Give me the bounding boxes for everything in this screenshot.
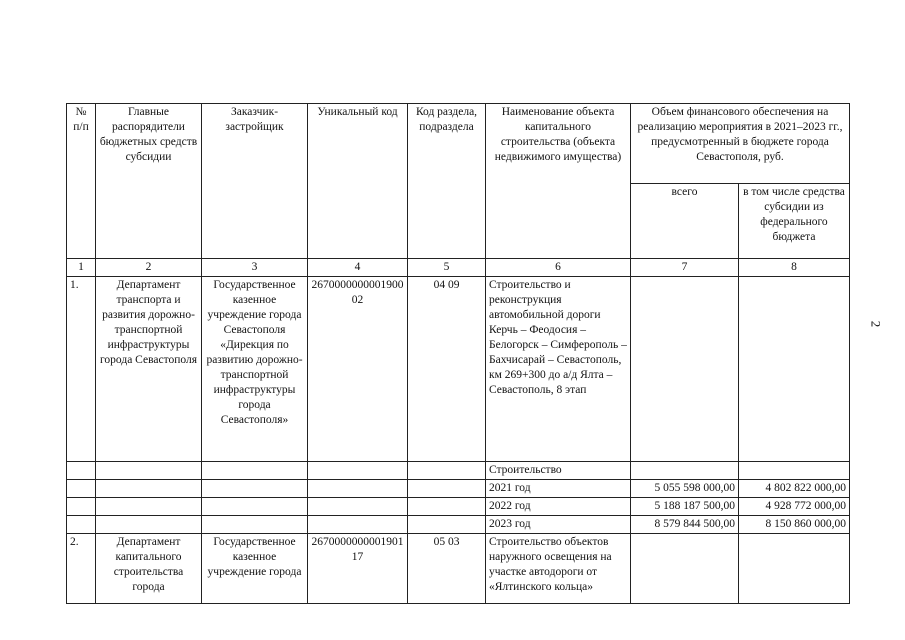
header-funding: Объем финансового обеспечения на реализацию мероприятия в 2021–2023 гг., предусмотренный в бюджете города Севастополя, руб. — [631, 104, 850, 184]
year-total: 5 055 598 000,00 — [631, 480, 739, 498]
header-unique-code: Уникальный код — [308, 104, 408, 259]
row-customer: Государственное казенное учреждение города Севастополя «Дирекция по развитию дорожно-транспортной инфраструктуры города Севастополя» — [202, 277, 308, 462]
row-federal-empty — [739, 277, 850, 462]
header-customer: Заказчик-застройщик — [202, 104, 308, 259]
row-unique-code: 267000000000190002 — [308, 277, 408, 462]
row-section-code: 04 09 — [408, 277, 486, 462]
header-section-code: Код раздела, подраздела — [408, 104, 486, 259]
table-row — [67, 462, 850, 480]
year-label: 2022 год — [486, 498, 631, 516]
column-number: 3 — [202, 259, 308, 277]
table-row — [67, 498, 850, 516]
year-total: 5 188 187 500,00 — [631, 498, 739, 516]
column-number: 2 — [96, 259, 202, 277]
column-number: 5 — [408, 259, 486, 277]
page-number: 2 — [868, 320, 884, 328]
column-numbers-row — [67, 259, 850, 277]
header-object-name: Наименование объекта капитального строительства (объекта недвижимого имущества) — [486, 104, 631, 259]
row-unique-code: 267000000000190117 — [308, 534, 408, 604]
table-row — [67, 516, 850, 534]
budget-table — [66, 103, 850, 604]
row-distributor: Департамент транспорта и развития дорожно-транспортной инфраструктуры города Севастополя — [96, 277, 202, 462]
row-distributor: Департамент капитального строительства города — [96, 534, 202, 604]
header-federal: в том числе средства субсидии из федерального бюджета — [739, 184, 850, 259]
row-subheader: Строительство — [486, 462, 631, 480]
header-distributors: Главные распорядители бюджетных средств субсидии — [96, 104, 202, 259]
year-federal: 4 802 822 000,00 — [739, 480, 850, 498]
column-number: 7 — [631, 259, 739, 277]
row-object-name: Строительство объектов наружного освещения на участке автодороги от «Ялтинского кольца» — [486, 534, 631, 604]
column-number: 6 — [486, 259, 631, 277]
year-total: 8 579 844 500,00 — [631, 516, 739, 534]
row-customer: Государственное казенное учреждение города — [202, 534, 308, 604]
row-object-name: Строительство и реконструкция автомобильной дороги Керчь – Феодосия – Белогорск – Симферополь – Бахчисарай – Севастополь, км 269+300 до а/д Ялта – Севастополь, 8 этап — [486, 277, 631, 462]
table-row — [67, 277, 850, 462]
row-section-code: 05 03 — [408, 534, 486, 604]
column-number: 1 — [67, 259, 96, 277]
header-no: № п/п — [67, 104, 96, 259]
row-total-empty — [631, 277, 739, 462]
year-federal: 8 150 860 000,00 — [739, 516, 850, 534]
header-total: всего — [631, 184, 739, 259]
column-number: 4 — [308, 259, 408, 277]
row-number: 1. — [67, 277, 96, 462]
table-row — [67, 534, 850, 604]
year-federal: 4 928 772 000,00 — [739, 498, 850, 516]
year-label: 2021 год — [486, 480, 631, 498]
table-row — [67, 480, 850, 498]
year-label: 2023 год — [486, 516, 631, 534]
column-number: 8 — [739, 259, 850, 277]
row-number: 2. — [67, 534, 96, 604]
